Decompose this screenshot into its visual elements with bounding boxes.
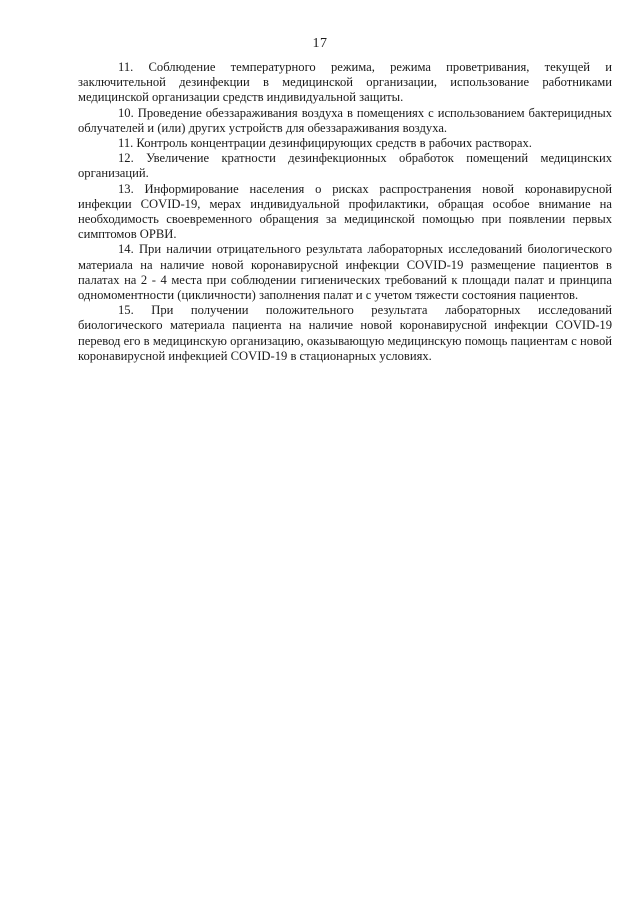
paragraph-item-10-air-disinfection: 10. Проведение обеззараживания воздуха в помещениях с использованием бактерицидных облучателей и (или) других устройств для обеззараживания воздуха. [78, 105, 612, 135]
paragraph-item-15-positive-result: 15. При получении положительного результата лабораторных исследований биологического материала пациента на наличие новой коронавирусной инфекции COVID-19 перевод его в медицинскую организацию, оказывающую медицинскую помощь пациентам с новой коронавирусной инфекцией COVID-19 в стационарных условиях. [78, 303, 612, 363]
paragraph-item-11-temperature: 11. Соблюдение температурного режима, режима проветривания, текущей и заключительной дезинфекции в медицинской организации, использование работниками медицинской организации средств индивидуальной защиты. [78, 60, 612, 105]
page-number: 17 [312, 36, 328, 51]
paragraph-item-11-concentration-control: 11. Контроль концентрации дезинфицирующих средств в рабочих растворах. [118, 136, 532, 151]
paragraph-item-14-negative-result: 14. При наличии отрицательного результата лабораторных исследований биологического материала на наличие новой коронавирусной инфекции COVID-19 размещение пациентов в палатах на 2 - 4 места при соблюдении гигиенических требований к площади палат и принципа одномоментности (цикличности) заполнения палат и с учетом тяжести состояния пациентов. [78, 242, 612, 303]
paragraph-item-13-public-information: 13. Информирование населения о рисках распространения новой коронавирусной инфекции COVID-19, мерах индивидуальной профилактики, обращая особое внимание на необходимость своевременного обращения за медицинской помощью при появлении первых симптомов ОРВИ. [78, 181, 612, 242]
document-body [78, 60, 612, 364]
paragraph-item-12-disinfection-frequency: 12. Увеличение кратности дезинфекционных обработок помещений медицинских организаций. [78, 151, 612, 181]
